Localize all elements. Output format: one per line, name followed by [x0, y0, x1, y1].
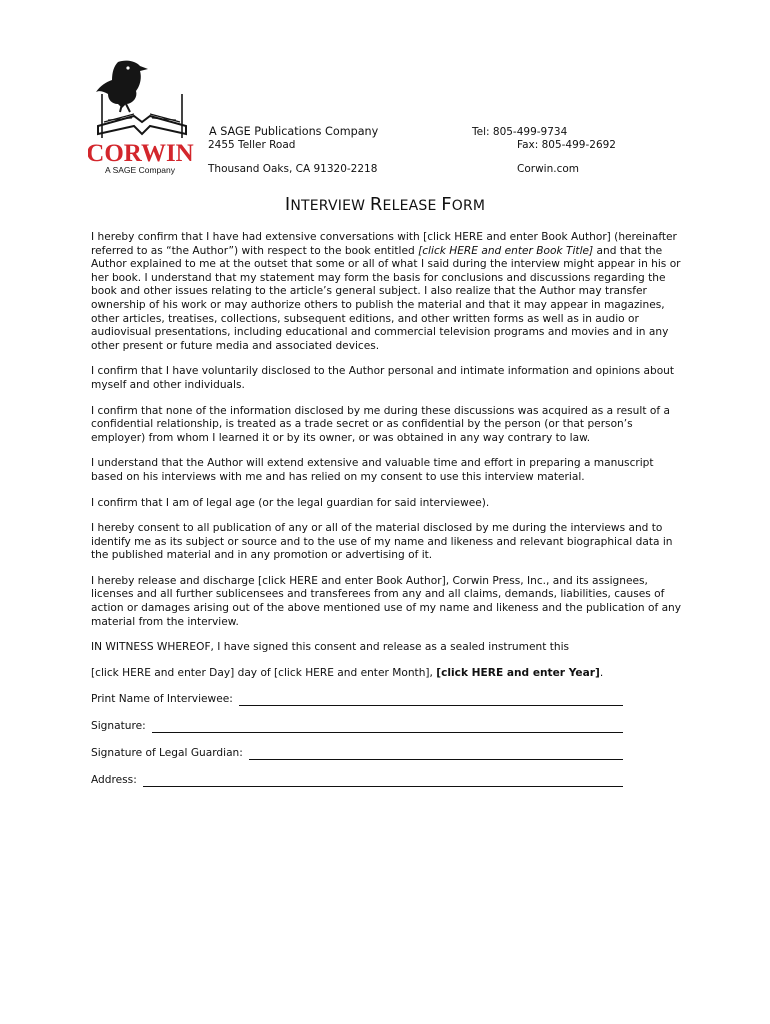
- guardian-signature-field: [91, 746, 623, 760]
- day-month-placeholder[interactable]: [click HERE and enter Day] day of [click HERE and enter Month],: [91, 666, 437, 679]
- website: Corwin.com: [517, 163, 579, 175]
- paragraph-publication-consent: I hereby consent to all publication of any or all of the material disclosed by me during the interviews and to identify me as its subject or source and to the use of my name and likeness and relevant biographical data in the published material and in any promotion or advertising of it.: [91, 522, 673, 562]
- signature-label: Signature:: [91, 719, 146, 732]
- city-address: Thousand Oaks, CA 91320-2218: [208, 163, 378, 175]
- book-title-placeholder[interactable]: [click HERE and enter Book Title]: [418, 244, 594, 257]
- signature-line[interactable]: [152, 722, 623, 733]
- print-name-field: [91, 692, 623, 706]
- print-name-line[interactable]: [239, 695, 623, 706]
- paragraph-author-effort: I understand that the Author will extend extensive and valuable time and effort in preparing a manuscript based on his interviews with me and has relied on my consent to use this interview material.: [91, 457, 654, 483]
- form-body: [91, 231, 683, 800]
- paragraph-witness: IN WITNESS WHEREOF, I have signed this consent and release as a sealed instrument this: [91, 641, 570, 654]
- fax: Fax: 805-499-2692: [517, 139, 616, 151]
- company-line: A SAGE Publications Company: [209, 125, 379, 138]
- print-name-label: Print Name of Interviewee:: [91, 692, 233, 705]
- guardian-signature-label: Signature of Legal Guardian:: [91, 746, 243, 759]
- phone: Tel: 805-499-9734: [472, 126, 568, 138]
- paragraph-legal-age: I confirm that I am of legal age (or the legal guardian for said interviewee).: [91, 496, 490, 509]
- year-placeholder[interactable]: [click HERE and enter Year]: [436, 666, 600, 679]
- paragraph-consent-conversations: I hereby confirm that I have had extensive conversations with [click HERE and enter Book Author] (hereinafter referred to as “the Author”) with respect to the book entitled [click HERE and enter Book Title] and that the Author explained to me at the outset that some or all of what I said during the interview might appear in his or her book. I understand that my statement may form the basis for conclusions and discussions regarding the book and other issues relating to the article’s general subject. I also realize that the Author may transfer ownership of his work or may authorize others to publish the material and that it may appear in magazines, other articles, treatises, collections, subsequent editions, and other written forms as well as in audio or audiovisual presentations, including educational and commercial television programs and movies and in any other present or future media and associated devices.: [91, 231, 681, 352]
- paragraph-date: [click HERE and enter Day] day of [click HERE and enter Month], [click HERE and enter Year].: [91, 666, 604, 679]
- paragraph-confidentiality: I confirm that none of the information disclosed by me during these discussions was acquired as a result of a confidential relationship, is treated as a trade secret or as confidential by the person (or that person’s employer) from whom I learned it or by its owner, or was obtained in any way contrary to law.: [91, 404, 670, 444]
- address-line[interactable]: [143, 776, 623, 787]
- paragraph-voluntary-disclosure: I confirm that I have voluntarily disclosed to the Author personal and intimate information and opinions about myself and other individuals.: [91, 365, 675, 391]
- paragraph-release: I hereby release and discharge [click HERE and enter Book Author], Corwin Press, Inc., and its assignees, licenses and all further sublicensees and transferees from any and all claims, demands, liabilities, causes of action or damages arising out of the above mentioned use of my name and likeness and the publication of any material from the interview.: [91, 574, 682, 628]
- street-address: 2455 Teller Road: [208, 139, 296, 151]
- address-field: [91, 773, 623, 787]
- corwin-logo: [88, 60, 196, 176]
- guardian-signature-line[interactable]: [249, 749, 623, 760]
- address-label: Address:: [91, 773, 137, 786]
- form-title: INTERVIEW RELEASE FORM: [284, 194, 486, 215]
- logo-tagline: A SAGE Company: [105, 165, 175, 175]
- logo-wordmark: CORWIN: [88, 140, 194, 167]
- raven-on-book-icon: [88, 60, 196, 176]
- signature-field: [91, 719, 623, 733]
